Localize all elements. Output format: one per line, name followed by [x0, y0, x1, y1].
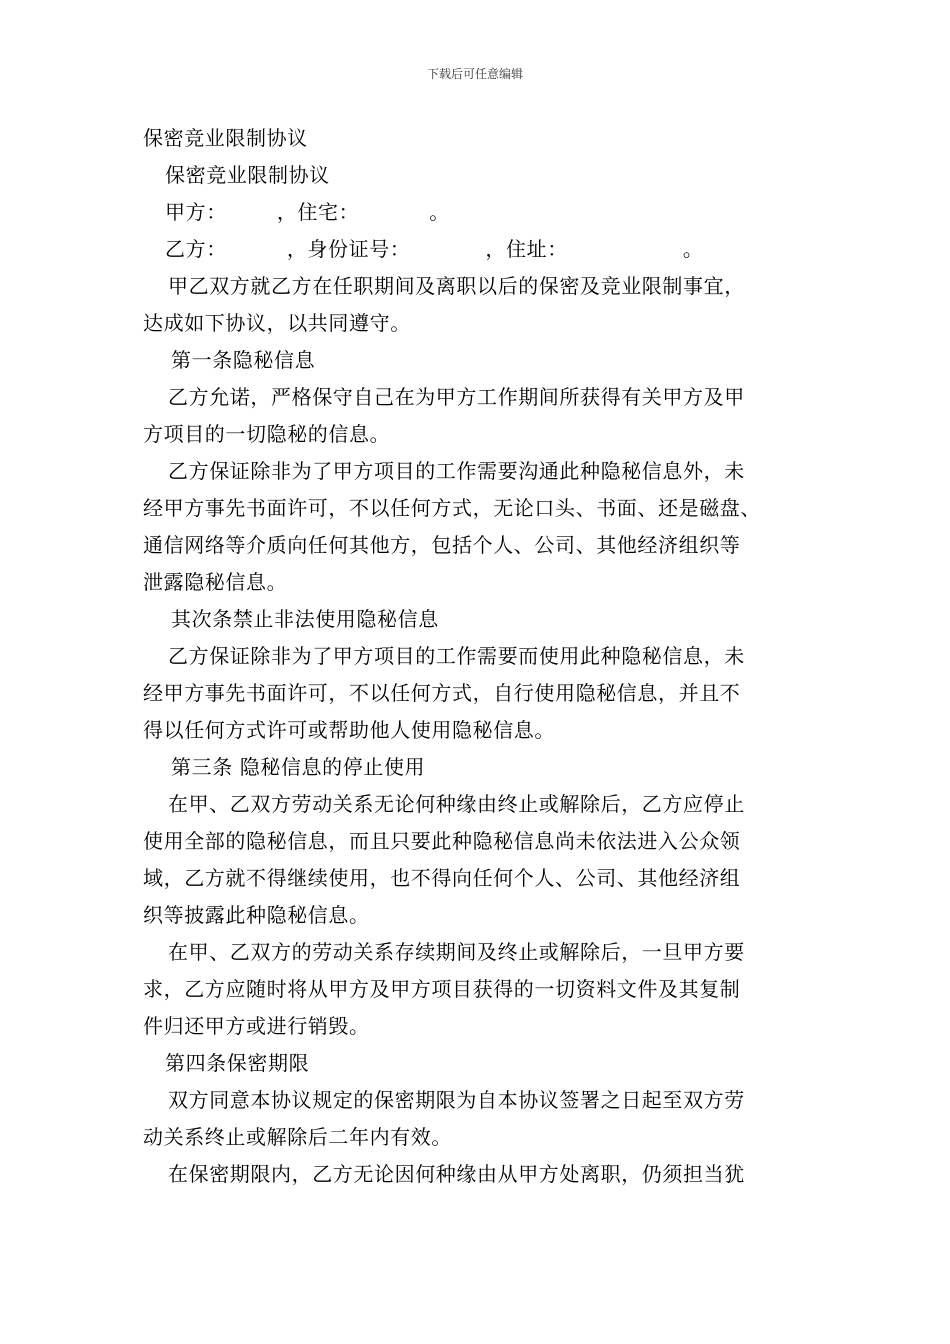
article-4-title: 第四条保密期限 [165, 1051, 310, 1075]
party-a-line [143, 194, 833, 231]
article-3-title: 第三条 隐秘信息的停止使用 [171, 755, 426, 779]
intro-line-2: 达成如下协议，以共同遵守。 [143, 311, 411, 335]
article-3-p1-line-3: 域，乙方就不得继续使用，也不得向任何个人、公司、其他经济组 [143, 866, 741, 890]
article-1-p2-line-1: 乙方保证除非为了甲方项目的工作需要沟通此种隐秘信息外，未 [168, 459, 745, 483]
document-body [143, 120, 833, 1193]
article-1-p2-line-3: 通信网络等介质向任何其他方，包括个人、公司、其他经济组织等 [143, 533, 741, 557]
article-2-p1-line-1: 乙方保证除非为了甲方项目的工作需要而使用此种隐秘信息，未 [168, 644, 745, 668]
party-a-label: 甲方： [165, 200, 227, 224]
article-4-p2-line-1: 在保密期限内，乙方无论因何种缘由从甲方处离职，仍须担当犹 [168, 1162, 745, 1186]
article-2-p1-line-3: 得以任何方式许可或帮助他人使用隐秘信息。 [143, 718, 555, 742]
article-1-p2-line-2: 经甲方事先书面许可，不以任何方式，无论口头、书面、还是磁盘、 [143, 496, 761, 520]
article-1-p1-line-2: 方项目的一切隐秘的信息。 [143, 422, 391, 446]
article-3-p2-line-3: 件归还甲方或进行销毁。 [143, 1014, 370, 1038]
page-header: 下载后可任意编辑 [426, 67, 523, 81]
article-1-title: 第一条隐秘信息 [171, 348, 316, 372]
article-3-p1-line-1: 在甲、乙双方劳动关系无论何种缘由终止或解除后，乙方应停止 [168, 792, 745, 816]
party-b-label: 乙方： [165, 237, 227, 261]
party-b-address-label: ，住址： [485, 237, 568, 261]
party-b-id-label: ，身份证号： [286, 237, 411, 261]
article-3-p2-line-1: 在甲、乙双方的劳动关系存续期间及终止或解除后，一旦甲方要 [168, 940, 745, 964]
article-3-p1-line-2: 使用全部的隐秘信息，而且只要此种隐秘信息尚未依法进入公众领 [143, 829, 741, 853]
party-a-address-label: ，住宅： [276, 200, 360, 224]
article-1-p2-line-4: 泄露隐秘信息。 [143, 570, 288, 594]
party-a-end: 。 [429, 200, 450, 224]
party-b-line [143, 231, 833, 268]
article-1-p1-line-1: 乙方允诺，严格保守自己在为甲方工作期间所获得有关甲方及甲 [168, 385, 745, 409]
article-3-p1-line-4: 织等披露此种隐秘信息。 [143, 903, 370, 927]
article-4-p1-line-2: 动关系终止或解除后二年内有效。 [143, 1125, 452, 1149]
article-2-p1-line-2: 经甲方事先书面许可，不以任何方式，自行使用隐秘信息，并且不 [143, 681, 741, 705]
article-2-title: 其次条禁止非法使用隐秘信息 [171, 607, 439, 631]
document-title: 保密竞业限制协议 [143, 126, 308, 150]
intro-line-1: 甲乙双方就乙方在任职期间及离职以后的保密及竞业限制事宜， [168, 274, 745, 298]
document-subtitle: 保密竞业限制协议 [165, 163, 330, 187]
party-b-end: 。 [682, 237, 704, 261]
article-4-p1-line-1: 双方同意本协议规定的保密期限为自本协议签署之日起至双方劳 [168, 1088, 745, 1112]
article-3-p2-line-2: 求，乙方应随时将从甲方及甲方项目获得的一切资料文件及其复制 [143, 977, 741, 1001]
